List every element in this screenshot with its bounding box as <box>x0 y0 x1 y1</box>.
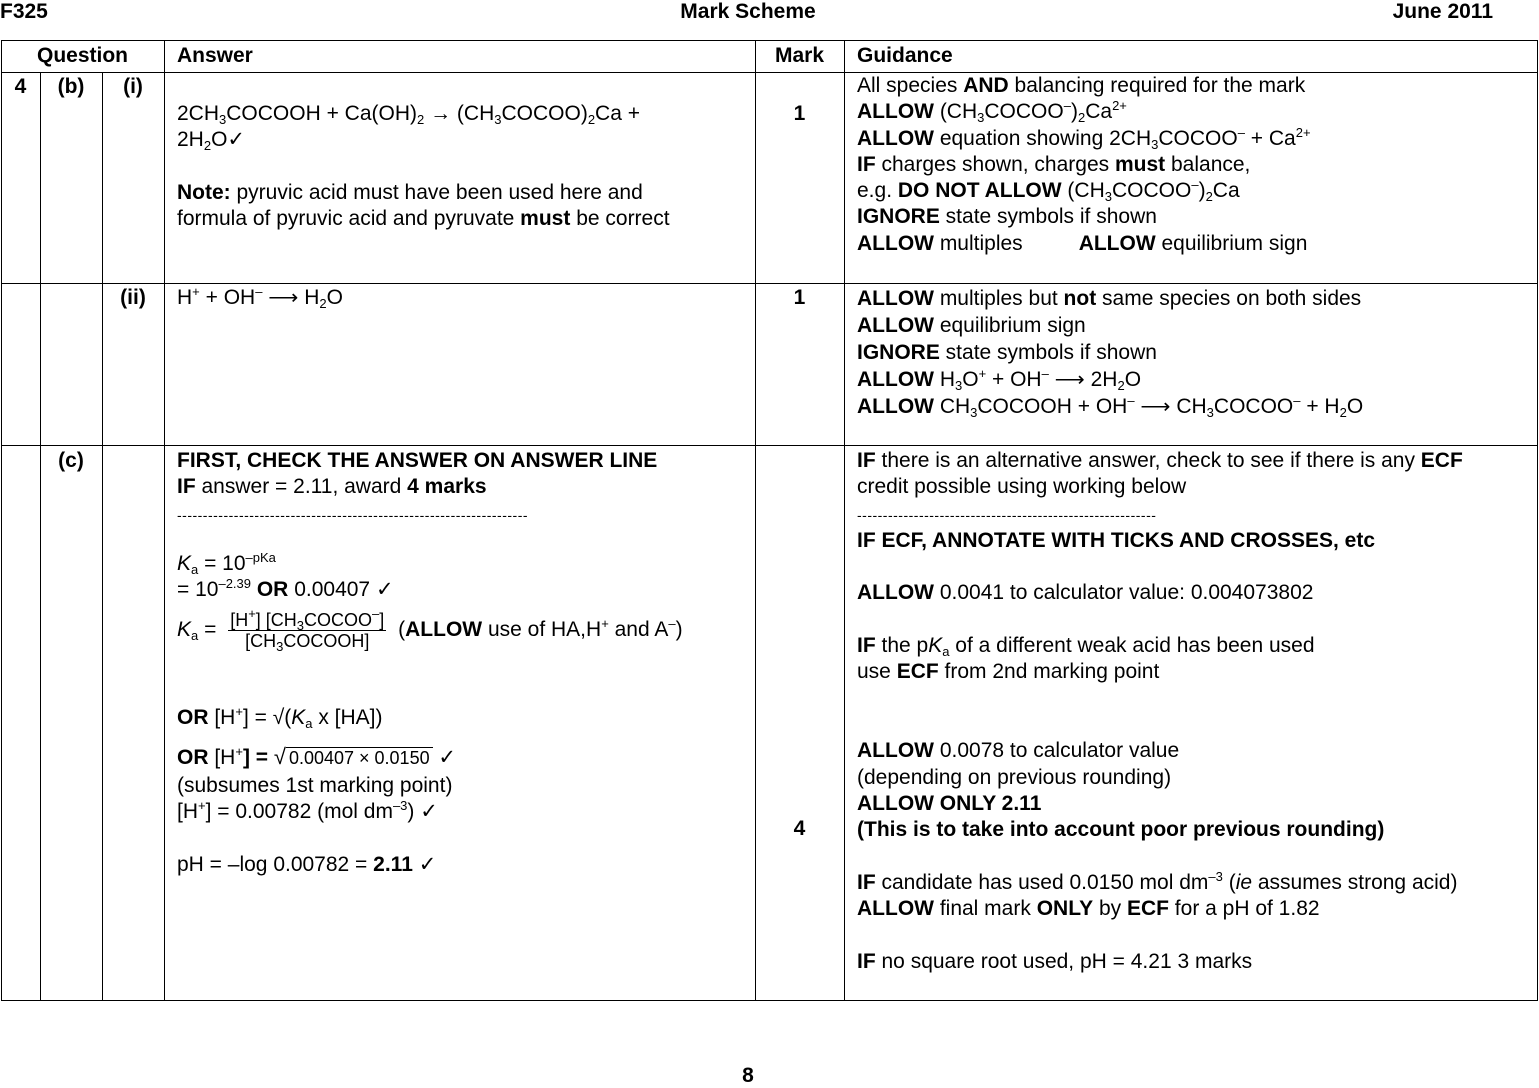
answer-ph-result: pH = –log 0.00782 = 2.11 ✓ <box>177 853 437 876</box>
question-number: 4 <box>14 75 27 98</box>
answer-h-sqrt: OR $[H^+] = √(K_a$ x [HA]) <box>177 704 383 731</box>
question-part: (c) <box>58 449 84 472</box>
document-title: Mark Scheme <box>680 0 816 23</box>
mark-value: 1 <box>793 102 806 125</box>
answer-h-result: (subsumes 1st marking point) [H+] = 0.00782 (mol $dm^{-3}$) ✓ <box>177 774 453 824</box>
question-subpart: (ii) <box>120 286 146 309</box>
mark-value: 4 <box>793 817 806 840</box>
answer-ka-expression: $K_a = 10^{-pKa}$ = $10^{-2.39}$ OR 0.00407 ✓ <box>177 550 394 602</box>
answer-equation: $2CH_3COCOOH + Ca(OH)_2$ → $(CH_3COCOO)_2Ca$ + $2H_2O✓$ <box>177 102 640 154</box>
guidance-text: IF there is an alternative answer, check to see if there is any ECF credit possible using working below ---------------------------------------------------------- IF ECF, ANNOTATE WITH TICKS AND CROSSES, etc ALLOW 0.0041 to calculator value: 0.004073802 IF the $pK_a$ of a different weak acid has been used use ECF from 2nd marking point ALLOW 0.0078 to calculator value (depending on previous rounding) ALLOW ONLY 2.11 (This is to take into account poor previous rounding) IF candidate has used 0.0150 mol $dm^{-3}$ (ie assumes strong acid) ALLOW final mark ONLY by ECF for a pH of 1.82 IF no square root used, pH = 4.21 3 marks <box>857 449 1463 973</box>
exam-date: June 2011 <box>1392 0 1493 23</box>
square-root-expression: √ 0.00407 × 0.0150 <box>274 746 433 769</box>
page-number: 8 <box>742 1064 754 1087</box>
column-header-question: Question <box>36 44 128 67</box>
question-subpart: (i) <box>123 75 143 98</box>
column-header-mark: Mark <box>774 44 825 67</box>
guidance-text: All species AND balancing required for the mark ALLOW $(CH_3COCOO^-)_2Ca^{2+}$ ALLOW equation showing $2CH_3COCOO^- + Ca^{2+}$ IF charges shown, charges must balance, e.g. DO NOT ALLOW $(CH_3COCOO^-)_2Ca$ IGNORE state symbols if shown ALLOW multiples ALLOW equilibrium sign <box>857 74 1311 255</box>
ka-fraction: $\frac{[H^+] [CH_3COCOO^-]}{[CH_3COCOOH]}$ <box>230 606 385 654</box>
exam-code: F325 <box>0 0 48 23</box>
answer-equation: H+ + OH– ⟶ $H_2O$ <box>177 284 343 311</box>
answer-note: Note: pyruvic acid must have been used here and formula of pyruvic acid and pyruvate must be correct <box>177 181 670 231</box>
guidance-text: ALLOW multiples but not same species on both sides ALLOW equilibrium sign IGNORE state symbols if shown ALLOW $H_3O^+ + OH^-$ ⟶ $2H_2O$ ALLOW $CH_3COCOOH + OH^-$ ⟶ $CH_3COCOO^- + H_2O$ <box>857 287 1364 420</box>
column-header-answer: Answer <box>177 44 253 67</box>
column-header-guidance: Guidance <box>857 44 953 67</box>
answer-ka-fraction: $K_a$ = $\frac{[H^+] [CH_3COCOO^-]}{[CH_3COCOOH]}$ (ALLOW use of HA,H+ and A–) <box>177 606 683 654</box>
answer-h-calc: OR [H+] = √ 0.00407 × 0.0150 ✓ <box>177 744 457 769</box>
answer-header: FIRST, CHECK THE ANSWER ON ANSWER LINE IF answer = 2.11, award 4 marks -------------------------------------------------------------------- <box>177 449 658 523</box>
question-part: (b) <box>57 75 85 98</box>
mark-value: 1 <box>793 286 806 309</box>
